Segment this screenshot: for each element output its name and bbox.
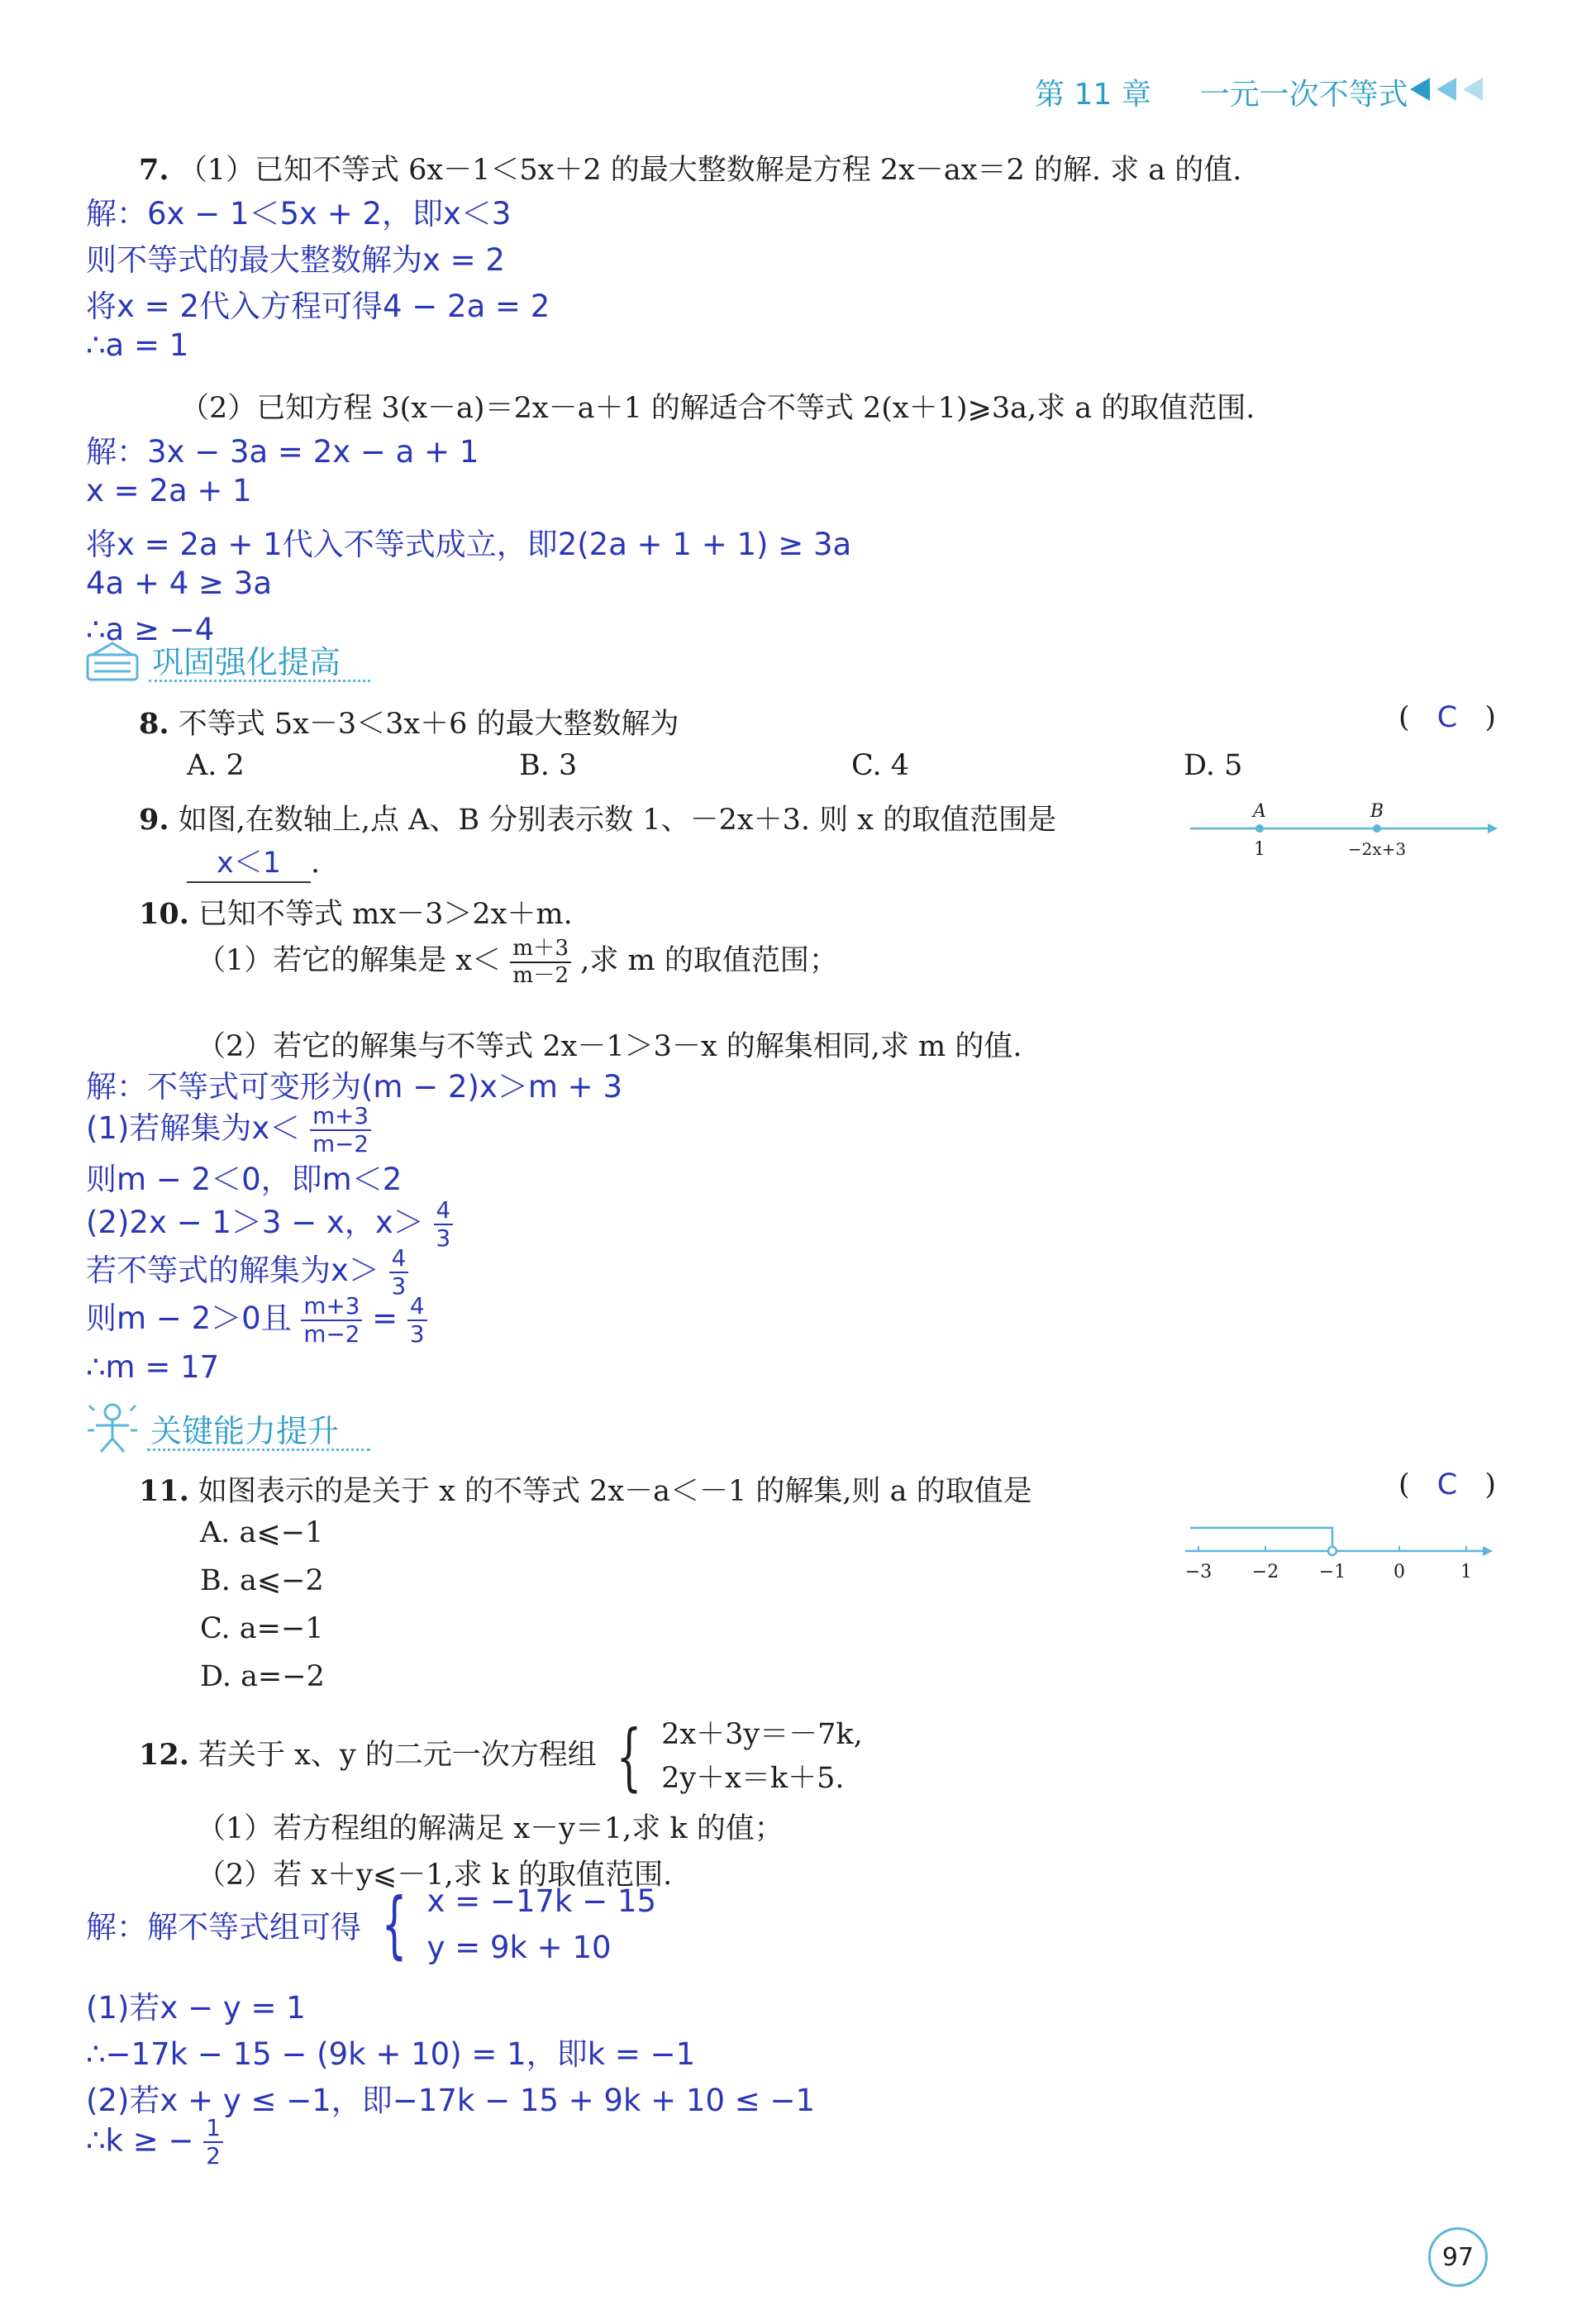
q7-part1-text: （1）已知不等式 6x－1＜5x＋2 的最大整数解是方程 2x－ax＝2 的解. 求 a 的值. <box>178 154 1242 187</box>
q7-sol1-line3: 将x = 2代入方程可得4 − 2a = 2 <box>86 289 550 324</box>
q10-number: 10. <box>139 897 189 931</box>
q11-tick-label: 0 <box>1394 1562 1405 1582</box>
section-divider <box>149 680 370 682</box>
q12-sol-line4: ∴k ≥ − $\frac{1}{2}$ <box>86 2117 223 2168</box>
q8-text: 不等式 5x－3＜3x＋6 的最大整数解为 <box>178 708 679 741</box>
q10-part1-fraction: $\frac{m+3}{m-2}$ <box>510 938 571 986</box>
q12-part2: （2）若 x＋y⩽－1,求 k 的取值范围. <box>197 1859 673 1892</box>
q10-sol-fraction-2: $\frac{4}{3}$ <box>434 1199 454 1250</box>
q10-sol-line5: 若不等式的解集为x＞ $\frac{4}{3}$ <box>86 1245 408 1297</box>
q7-sol1-line4: ∴a = 1 <box>86 327 189 363</box>
q11-tick-label: −3 <box>1184 1562 1212 1582</box>
q12-sol-eq1: x = −17k − 15 <box>426 1883 657 1919</box>
q9-label-a: A <box>1253 801 1266 822</box>
q9-stem <box>139 797 1056 838</box>
q11-answer-bracket: ( C ) <box>1398 1468 1497 1501</box>
q7-sol1-line2: 则不等式的最大整数解为x = 2 <box>86 242 505 278</box>
q10-sol-fraction-4: $\frac{m+3}{m-2}$ <box>301 1295 362 1346</box>
page-number: 97 <box>1428 2227 1488 2287</box>
section-book-icon <box>83 637 147 688</box>
section-figure-icon <box>83 1397 142 1457</box>
q10-part1: （1）若它的解集是 x＜ $\frac{m+3}{m-2}$ ,求 m 的取值范围； <box>197 936 838 988</box>
q10-sol-line1: 解：不等式可变形为(m − 2)x＞m + 3 <box>86 1069 622 1105</box>
q7-sol2-line1: 解：3x − 3a = 2x − a + 1 <box>86 434 479 470</box>
section-divider <box>147 1449 370 1451</box>
q7-sol2-line2: x = 2a + 1 <box>86 473 252 508</box>
q8-answer: C <box>1436 701 1458 734</box>
q7-sol2-line3: 将x = 2a + 1代入不等式成立，即2(2a + 1 + 1) ≥ 3a <box>86 527 852 562</box>
q10-stem <box>139 891 573 933</box>
q12-sol-line2: ∴−17k − 15 − (9k + 10) = 1，即k = −1 <box>86 2036 696 2072</box>
chapter-title: 一元一次不等式 <box>1199 78 1408 112</box>
q10-sol-fraction-3: $\frac{4}{3}$ <box>389 1247 409 1298</box>
q7-number: 7. <box>139 153 169 187</box>
q12-text: 若关于 x、y 的二元一次方程组 <box>198 1739 597 1772</box>
q10-sol-fraction-1: $\frac{m+3}{m-2}$ <box>310 1105 371 1156</box>
q11-number: 11. <box>139 1474 189 1508</box>
q12-sol-eq2: y = 9k + 10 <box>426 1929 612 1965</box>
q10-sol-line4: (2)2x − 1＞3 − x，x＞ $\frac{4}{3}$ <box>86 1197 453 1249</box>
q9-number-line <box>1187 795 1501 861</box>
triangle-arrows-icon <box>1405 74 1496 104</box>
q7-sol1-line1: 解：6x − 1＜5x + 2，即x＜3 <box>86 196 512 231</box>
section-title-key-abilities: 关键能力提升 <box>150 1413 340 1449</box>
q11-number-line <box>1182 1518 1496 1584</box>
q11-stem <box>139 1468 1032 1510</box>
q10-sol-fraction-5: $\frac{4}{3}$ <box>407 1295 427 1346</box>
q10-sol-line6: 则m − 2＞0且 $\frac{m+3}{m-2}$ = $\frac{4}{3}$ <box>86 1293 427 1345</box>
q9-value-a: 1 <box>1254 839 1265 860</box>
left-brace-icon: { <box>616 1713 642 1799</box>
q10-sol-line7: ∴m = 17 <box>86 1349 220 1385</box>
q7-part1 <box>139 147 1241 189</box>
q12-equation-system: 2x＋3y＝－7k, 2y＋x＝k＋5. <box>661 1718 863 1795</box>
q12-sol-fraction: $\frac{1}{2}$ <box>203 2117 223 2168</box>
q7-sol2-line5: ∴a ≥ −4 <box>86 612 215 647</box>
q8-option-b: B. 3 <box>519 749 578 782</box>
q11-text: 如图表示的是关于 x 的不等式 2x－a＜－1 的解集,则 a 的取值是 <box>198 1475 1032 1508</box>
q11-tick-label: −1 <box>1318 1562 1346 1582</box>
q9-value-b: −2x+3 <box>1347 839 1407 859</box>
q9-text: 如图,在数轴上,点 A、B 分别表示数 1、－2x＋3. 则 x 的取值范围是 <box>178 804 1057 837</box>
q7-sol2-line4: 4a + 4 ≥ 3a <box>86 566 273 601</box>
q12-sol-line1: (1)若x − y = 1 <box>86 1990 306 2026</box>
q10-sol-line2: (1)若解集为x＜ $\frac{m+3}{m-2}$ <box>86 1103 371 1155</box>
q8-option-a: A. 2 <box>187 749 245 782</box>
q8-stem <box>139 701 679 742</box>
q12-number: 12. <box>139 1738 189 1772</box>
q8-option-d: D. 5 <box>1184 749 1243 782</box>
q11-option-a: A. a⩽−1 <box>200 1516 324 1549</box>
q12-stem <box>139 1713 863 1800</box>
q12-sol-line3: (2)若x + y ≤ −1，即−17k − 15 + 9k + 10 ≤ −1 <box>86 2083 816 2118</box>
q9-blank-line: x＜1 . <box>187 840 320 883</box>
q9-number: 9. <box>139 803 169 837</box>
q12-sol-system: 解：解不等式组可得 { x = −17k − 15 y = 9k + 10 <box>86 1878 656 1970</box>
q8-number: 8. <box>139 707 169 741</box>
q9-label-b: B <box>1370 801 1384 822</box>
chapter-header <box>1035 71 1408 113</box>
chapter-number: 第 11 章 <box>1035 78 1151 112</box>
q10-text: 已知不等式 mx－3＞2x＋m. <box>198 898 573 931</box>
q11-tick-label: 1 <box>1460 1562 1472 1582</box>
q11-answer: C <box>1436 1468 1458 1501</box>
q11-option-d: D. a=−2 <box>200 1660 325 1693</box>
left-brace-icon: { <box>381 1881 407 1967</box>
q11-tick-label: −2 <box>1251 1562 1279 1582</box>
q8-option-c: C. 4 <box>851 749 910 782</box>
q8-answer-bracket: ( C ) <box>1398 701 1497 734</box>
q11-option-c: C. a=−1 <box>200 1612 324 1645</box>
q7-part2: （2）已知方程 3(x－a)＝2x－a＋1 的解适合不等式 2(x＋1)⩾3a,求 a 的取值范围. <box>180 392 1255 425</box>
q10-sol-line3: 则m − 2＜0，即m＜2 <box>86 1162 403 1197</box>
q9-blank: x＜1 <box>187 840 311 883</box>
q11-option-b: B. a⩽−2 <box>200 1564 324 1597</box>
q10-part2: （2）若它的解集与不等式 2x－1＞3－x 的解集相同,求 m 的值. <box>197 1030 1022 1063</box>
q12-part1: （1）若方程组的解满足 x－y＝1,求 k 的值； <box>197 1812 784 1845</box>
section-title-consolidate: 巩固强化提高 <box>152 644 341 680</box>
